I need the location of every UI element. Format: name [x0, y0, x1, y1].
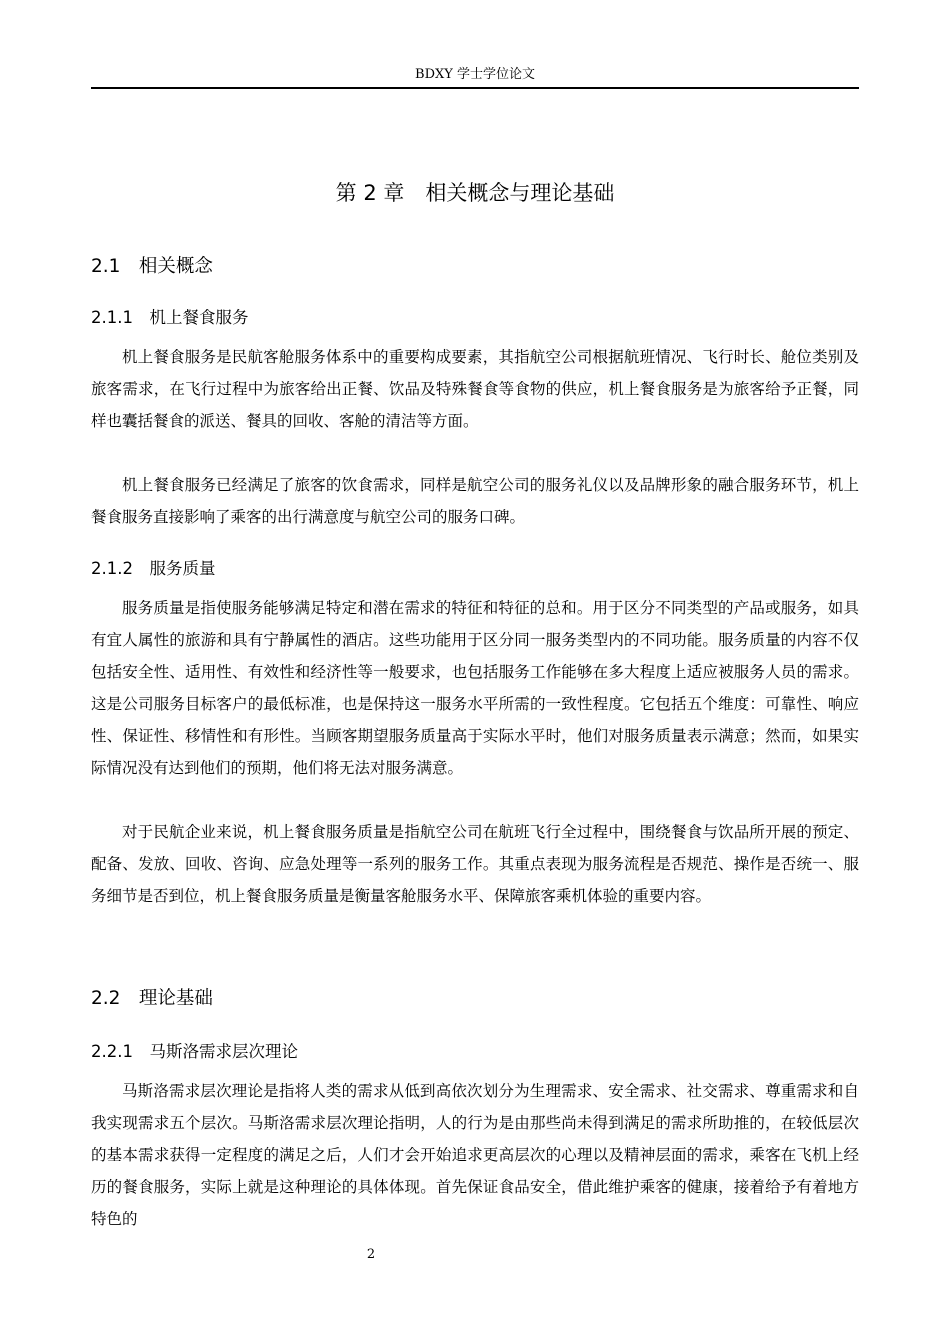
page-number: 2	[366, 1247, 376, 1262]
running-header: BDXY 学士学位论文	[415, 67, 535, 82]
chapter-title: 第 2 章 相关概念与理论基础	[335, 181, 615, 205]
paragraph-2-1-2-b: 对于民航企业来说，机上餐食服务质量是指航空公司在航班飞行全过程中，围绕餐食与饮品所开展的预定、配备、发放、回收、咨询、应急处理等一系列的服务工作。其重点表现为服务流程是否规范、操作是否统一、服务细节是否到位，机上餐食服务质量是衡量客舱服务水平、保障旅客乘机体验的重要内容。	[91, 823, 859, 905]
subsection-heading-2-2-1: 2.2.1 马斯洛需求层次理论	[91, 1042, 298, 1061]
paragraph-2-1-1-a: 机上餐食服务是民航客舱服务体系中的重要构成要素，其指航空公司根据航班情况、飞行时长、舱位类别及旅客需求，在飞行过程中为旅客给出正餐、饮品及特殊餐食等食物的供应，机上餐食服务是为旅客给予正餐，同样也囊括餐食的派送、餐具的回收、客舱的清洁等方面。	[91, 348, 859, 430]
subsection-heading-2-1-2: 2.1.2 服务质量	[91, 559, 216, 578]
header-rule	[91, 87, 859, 89]
section-heading-2-2: 2.2 理论基础	[91, 988, 213, 1009]
subsection-heading-2-1-1: 2.1.1 机上餐食服务	[91, 308, 249, 327]
paragraph-2-2-1-a: 马斯洛需求层次理论是指将人类的需求从低到高依次划分为生理需求、安全需求、社交需求、尊重需求和自我实现需求五个层次。马斯洛需求层次理论指明，人的行为是由那些尚未得到满足的需求所助推的，在较低层次的基本需求获得一定程度的满足之后，人们才会开始追求更高层次的心理以及精神层面的需求，乘客在飞机上经历的餐食服务，实际上就是这种理论的具体体现。首先保证食品安全，借此维护乘客的健康，接着给予有着地方特色的	[91, 1082, 859, 1228]
paragraph-2-1-1-b: 机上餐食服务已经满足了旅客的饮食需求，同样是航空公司的服务礼仪以及品牌形象的融合服务环节，机上餐食服务直接影响了乘客的出行满意度与航空公司的服务口碑。	[91, 476, 859, 526]
paragraph-2-1-2-a: 服务质量是指使服务能够满足特定和潜在需求的特征和特征的总和。用于区分不同类型的产品或服务，如具有宜人属性的旅游和具有宁静属性的酒店。这些功能用于区分同一服务类型内的不同功能。服务质量的内容不仅包括安全性、适用性、有效性和经济性等一般要求，也包括服务工作能够在多大程度上适应被服务人员的需求。这是公司服务目标客户的最低标准，也是保持这一服务水平所需的一致性程度。它包括五个维度：可靠性、响应性、保证性、移情性和有形性。当顾客期望服务质量高于实际水平时，他们对服务质量表示满意；然而，如果实际情况没有达到他们的预期，他们将无法对服务满意。	[91, 599, 859, 777]
section-heading-2-1: 2.1 相关概念	[91, 256, 213, 277]
